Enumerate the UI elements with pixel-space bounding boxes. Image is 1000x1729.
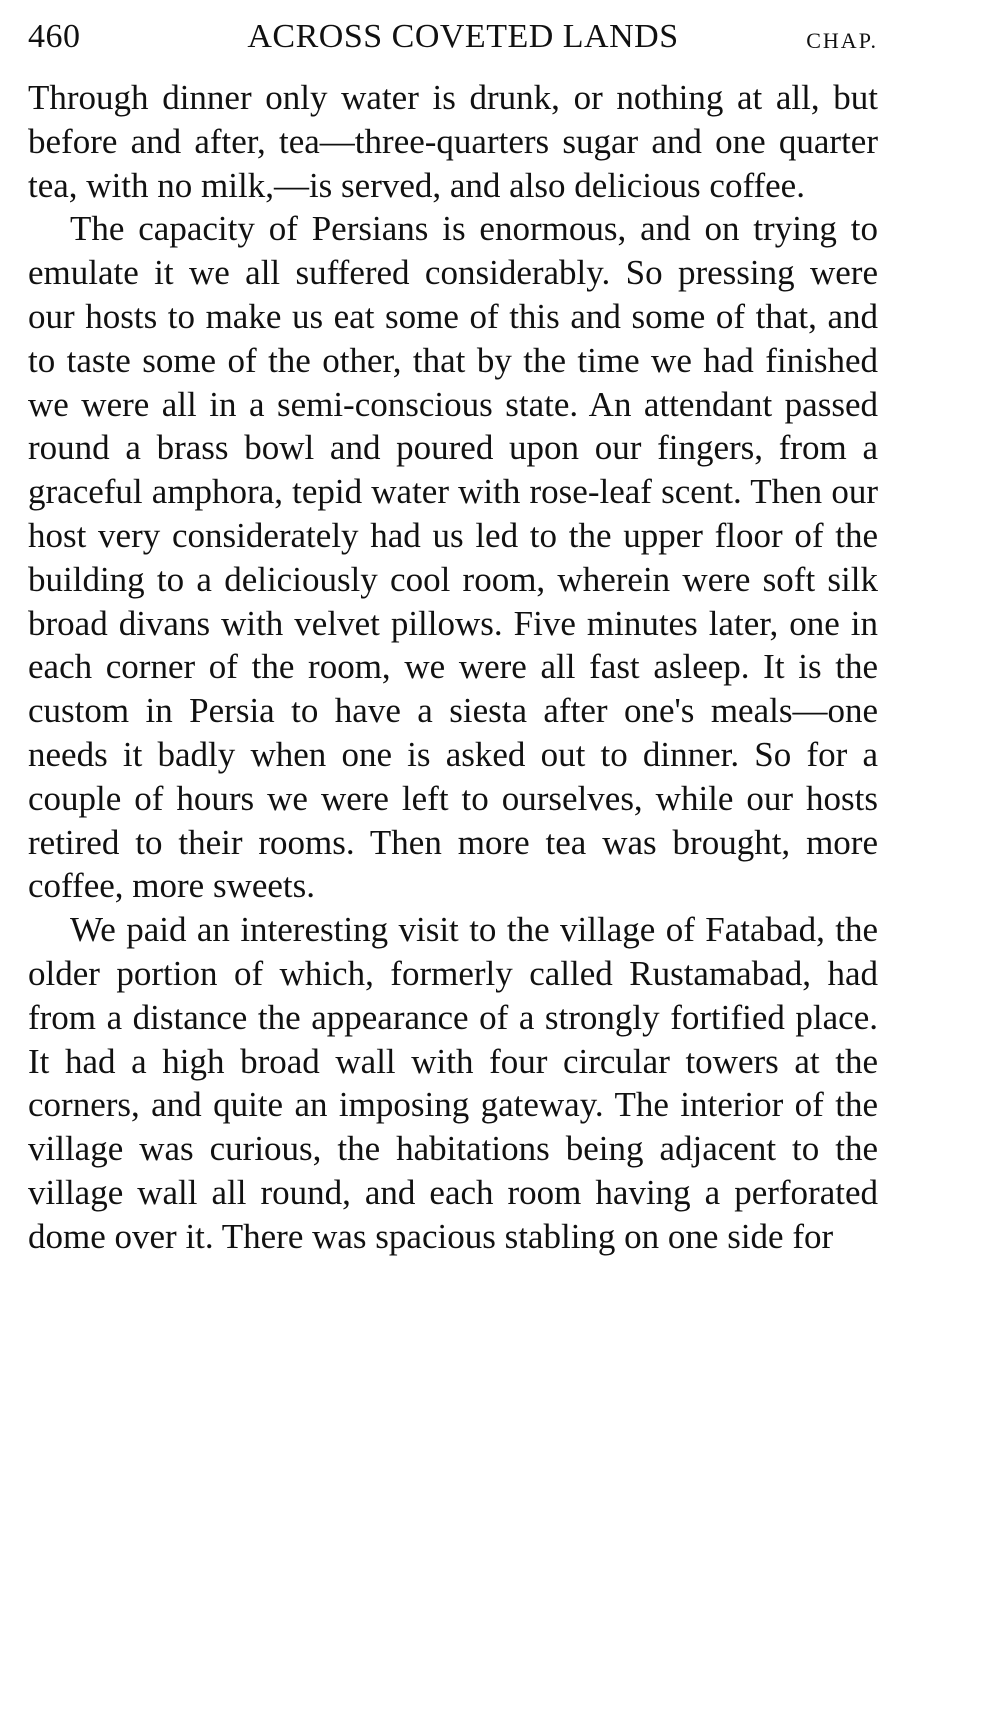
book-title: ACROSS COVETED LANDS <box>247 18 679 55</box>
chapter-marker: CHAP. <box>806 28 878 53</box>
body-text <box>28 76 878 1259</box>
paragraph-dinner-drinks: Through dinner only water is drunk, or nothing at all, but before and after, tea—three-quarters sugar and one quarter tea, with no milk,—is served, and also delicious coffee. <box>28 78 878 205</box>
paragraph-persian-hospitality: The capacity of Persians is enormous, and on trying to emulate it we all suffered considerably. So pressing were our hosts to make us eat some of this and some of that, and to taste some of the other, that by the time we had finished we were all in a semi-conscious state. An attendant passed round a brass bowl and poured upon our fingers, from a graceful amphora, tepid water with rose-leaf scent. Then our host very considerately had us led to the upper floor of the building to a deliciously cool room, wherein were soft silk broad divans with velvet pillows. Five minutes later, one in each corner of the room, we were all fast asleep. It is the custom in Persia to have a siesta after one's meals—one needs it badly when one is asked out to dinner. So for a couple of hours we were left to ourselves, while our hosts retired to their rooms. Then more tea was brought, more coffee, more sweets. <box>28 209 878 906</box>
book-page <box>28 18 878 1259</box>
paragraph-fatabad-village: We paid an interesting visit to the village of Fatabad, the older portion of which, formerly called Rustamabad, had from a distance the appearance of a strongly fortified place. It had a high broad wall with four circular towers at the corners, and quite an imposing gateway. The interior of the village was curious, the habitations being adjacent to the village wall all round, and each room having a perforated dome over it. There was spacious stabling on one side for <box>28 910 878 1256</box>
page-number: 460 <box>28 18 81 55</box>
running-head <box>28 18 878 66</box>
